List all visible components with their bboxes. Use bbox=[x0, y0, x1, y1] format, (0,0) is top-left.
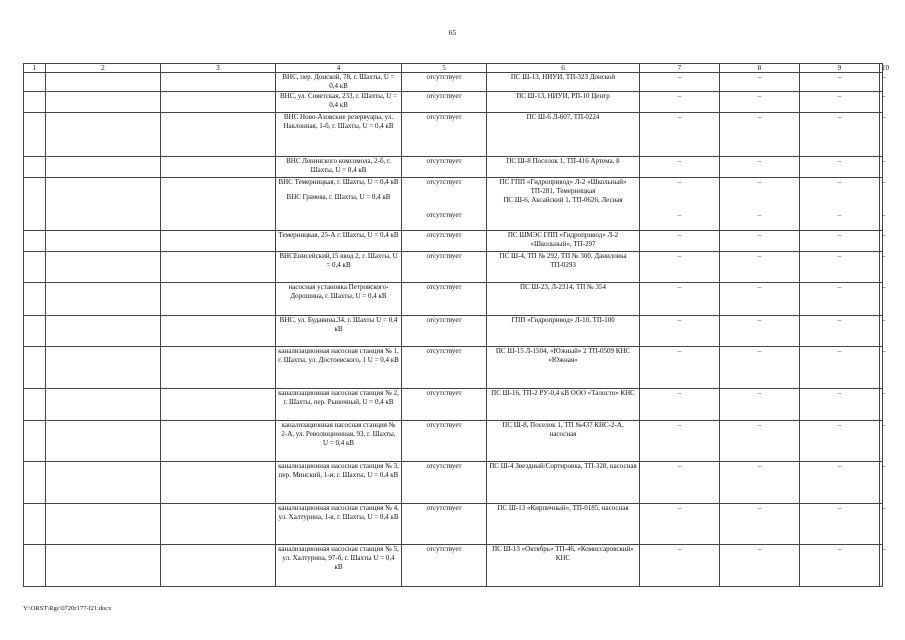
location-cell: насосная установка Петровского-Дорошина, г. Шахты, U = 0,4 кВ bbox=[276, 283, 402, 316]
empty-cell-2 bbox=[46, 157, 161, 178]
value-cell-8: – bbox=[720, 347, 800, 389]
location-cell bbox=[276, 178, 402, 231]
value-cell-10: – bbox=[880, 316, 883, 347]
substation-cell: ПС Ш-16, ТП-2 РУ-0,4 кВ ООО «Талосто» КНС bbox=[487, 389, 640, 421]
empty-cell-3 bbox=[161, 316, 276, 347]
empty-cell-1 bbox=[24, 178, 46, 231]
value-cell-7: – bbox=[640, 389, 720, 421]
location-cell: ВНС, пер. Донской, 78, г. Шахты, U = 0,4 кВ bbox=[276, 73, 402, 92]
empty-cell-2 bbox=[46, 389, 161, 421]
value-cell-8: – bbox=[720, 421, 800, 462]
status-cell bbox=[402, 178, 487, 231]
empty-cell-1 bbox=[24, 92, 46, 113]
status-cell: отсутствует bbox=[402, 73, 487, 92]
table-row bbox=[24, 252, 883, 283]
substation-cell: ПС Ш-4, ТП № 292, ТП № 300, Даниловка ТП-0293 bbox=[487, 252, 640, 283]
table-row bbox=[24, 73, 883, 92]
header-cell-6: 6 bbox=[487, 64, 640, 73]
location-cell: ВНС, ул. Будавина,34, г. Шахты U = 0,4 кВ bbox=[276, 316, 402, 347]
empty-cell-2 bbox=[46, 347, 161, 389]
empty-cell-1 bbox=[24, 545, 46, 587]
value-cell-8: – bbox=[720, 92, 800, 113]
substation-cell: ПС Ш-6 Л-607, ТП-0224 bbox=[487, 113, 640, 157]
status-cell: отсутствует bbox=[402, 113, 487, 157]
location-cell: канализационная насосная станция № 4, ул. Халтурина, 1-в, г. Шахты, U = 0,4 кВ bbox=[276, 504, 402, 545]
empty-cell-1 bbox=[24, 347, 46, 389]
value-cell-7: – bbox=[640, 113, 720, 157]
table-row bbox=[24, 283, 883, 316]
value-cell-10: – bbox=[880, 157, 883, 178]
footer-path: Y:\ORST\Rgc\0720r177-f21.docx bbox=[23, 605, 112, 612]
dash-mark: – bbox=[837, 211, 842, 219]
empty-cell-1 bbox=[24, 421, 46, 462]
status-cell: отсутствует bbox=[402, 157, 487, 178]
empty-cell-2 bbox=[46, 113, 161, 157]
location-cell: канализационная насосная станция № 2, г. Шахты, пер. Рыночный, U = 0,4 кВ bbox=[276, 389, 402, 421]
status-cell: отсутствует bbox=[402, 252, 487, 283]
empty-cell-1 bbox=[24, 113, 46, 157]
value-cell-8: – bbox=[720, 462, 800, 504]
location-cell: ВНС Ленинского комсомола, 2-б, г. Шахты, U = 0,4 кВ bbox=[276, 157, 402, 178]
substation-cell: ПС Ш-4 Звездный/Сортировка, ТП-328, насосная bbox=[487, 462, 640, 504]
value-cell-8: – bbox=[720, 231, 800, 252]
empty-cell-2 bbox=[46, 178, 161, 231]
value-cell-9: – bbox=[800, 421, 880, 462]
empty-cell-3 bbox=[161, 347, 276, 389]
empty-cell-3 bbox=[161, 231, 276, 252]
substation-cell: ПС Ш-8 Поселок 1, ТП-416 Артема, 8 bbox=[487, 157, 640, 178]
location-cell: ВНС Ново-Азовские резервуары, ул. Наклонная, 1-б, г. Шахты, U = 0,4 кВ bbox=[276, 113, 402, 157]
substation-cell: ГПП «Гидропривод» Л-10, ТП-100 bbox=[487, 316, 640, 347]
empty-cell-1 bbox=[24, 504, 46, 545]
table-row bbox=[24, 421, 883, 462]
value-cell-8: – bbox=[720, 73, 800, 92]
value-cell-9: – bbox=[800, 92, 880, 113]
empty-cell-1 bbox=[24, 252, 46, 283]
value-cell-7: – bbox=[640, 92, 720, 113]
value-cell-9: – bbox=[800, 73, 880, 92]
dash-mark: – bbox=[757, 178, 762, 186]
empty-cell-3 bbox=[161, 178, 276, 231]
dash-mark: – bbox=[837, 178, 842, 186]
substation-cell: ПС Ш-15 Л-1504, «Южный» 2 ТП-0509 КНС «Южная» bbox=[487, 347, 640, 389]
value-cell-10: – bbox=[880, 231, 883, 252]
empty-cell-2 bbox=[46, 545, 161, 587]
table-row bbox=[24, 462, 883, 504]
table-row bbox=[24, 316, 883, 347]
empty-cell-2 bbox=[46, 252, 161, 283]
dash-mark: – bbox=[677, 211, 682, 219]
location-cell: канализационная насосная станция № 2-А, ул. Революционная, 93, г. Шахты, U = 0,4 кВ bbox=[276, 421, 402, 462]
substation-text: ПС Ш-6, Аксайский 1, ТП-0626, Лесная bbox=[503, 196, 623, 204]
value-cell-7: – bbox=[640, 316, 720, 347]
header-cell-8: 8 bbox=[720, 64, 800, 73]
status-cell: отсутствует bbox=[402, 421, 487, 462]
table-row bbox=[24, 389, 883, 421]
status-cell: отсутствует bbox=[402, 389, 487, 421]
empty-cell-2 bbox=[46, 73, 161, 92]
value-cell-7: – bbox=[640, 73, 720, 92]
substation-text: ПС ГПП «Гидропривод» Л-2 «Школьный» ТП-281, Темерницкая bbox=[499, 178, 627, 195]
empty-cell-3 bbox=[161, 92, 276, 113]
value-cell-10: – bbox=[880, 252, 883, 283]
substation-cell: ПС Ш-13 «Кирпичный», ТП-0185, насосная bbox=[487, 504, 640, 545]
value-cell-9: – bbox=[800, 316, 880, 347]
value-cell-9: – bbox=[800, 231, 880, 252]
value-cell-9: – bbox=[800, 347, 880, 389]
header-cell-9: 9 bbox=[800, 64, 880, 73]
value-cell-8: – bbox=[720, 157, 800, 178]
empty-cell-1 bbox=[24, 462, 46, 504]
table-row bbox=[24, 504, 883, 545]
location-cell: Темерницкая, 25-А г. Шахты, U = 0,4 кВ bbox=[276, 231, 402, 252]
data-table bbox=[23, 63, 889, 587]
status-cell: отсутствует bbox=[402, 545, 487, 587]
value-cell-10: – bbox=[880, 389, 883, 421]
location-cell: канализационная насосная станция № 5, ул. Халтурина, 97-б, г. Шахты U = 0,4 кВ bbox=[276, 545, 402, 587]
substation-cell: ПС ШМЭС ГПП «Гидропривод» Л-2 «Школьный», ТП-297 bbox=[487, 231, 640, 252]
value-cell-9: – bbox=[800, 504, 880, 545]
empty-cell-1 bbox=[24, 283, 46, 316]
value-cell-10: – bbox=[880, 113, 883, 157]
empty-cell-3 bbox=[161, 113, 276, 157]
location-cell: ВНС, ул. Советская, 233, г. Шахты, U = 0,4 кВ bbox=[276, 92, 402, 113]
empty-cell-3 bbox=[161, 157, 276, 178]
value-cell-9: – bbox=[800, 462, 880, 504]
value-cell-7: – bbox=[640, 504, 720, 545]
value-cell-7: – bbox=[640, 462, 720, 504]
value-cell-7: – bbox=[640, 283, 720, 316]
status-text: отсутствует bbox=[426, 178, 462, 186]
location-cell: ВНСЕнисейский,15 ввод 2, г. Шахты, U = 0,4 кВ bbox=[276, 252, 402, 283]
table-row bbox=[24, 231, 883, 252]
value-cell-10: – bbox=[880, 347, 883, 389]
value-cell-9 bbox=[800, 178, 880, 231]
empty-cell-2 bbox=[46, 231, 161, 252]
value-cell-10: – bbox=[880, 421, 883, 462]
empty-cell-3 bbox=[161, 73, 276, 92]
value-cell-9: – bbox=[800, 157, 880, 178]
status-cell: отсутствует bbox=[402, 231, 487, 252]
substation-cell: ПС Ш-13 «Октябрь» ТП-46, «Комиссаровский» КНС bbox=[487, 545, 640, 587]
status-text: отсутствует bbox=[426, 211, 462, 219]
value-cell-8: – bbox=[720, 389, 800, 421]
table-row bbox=[24, 545, 883, 587]
empty-cell-2 bbox=[46, 462, 161, 504]
value-cell-10: – bbox=[880, 92, 883, 113]
header-row bbox=[24, 64, 883, 73]
table-row bbox=[24, 92, 883, 113]
value-cell-7: – bbox=[640, 421, 720, 462]
location-cell: канализационная насосная станция № 1, г. Шахты, ул. Достоевского, 1 U = 0,4 кВ bbox=[276, 347, 402, 389]
table-row bbox=[24, 113, 883, 157]
value-cell-7: – bbox=[640, 252, 720, 283]
value-cell-8: – bbox=[720, 316, 800, 347]
status-cell: отсутствует bbox=[402, 316, 487, 347]
header-cell-2: 2 bbox=[46, 64, 161, 73]
table-row bbox=[24, 178, 883, 231]
empty-cell-3 bbox=[161, 252, 276, 283]
header-cell-7: 7 bbox=[640, 64, 720, 73]
value-cell-9: – bbox=[800, 389, 880, 421]
substation-cell: ПС Ш-13, НИУИ, ТП-323 Донской bbox=[487, 73, 640, 92]
status-cell: отсутствует bbox=[402, 283, 487, 316]
status-cell: отсутствует bbox=[402, 347, 487, 389]
substation-cell bbox=[487, 178, 640, 231]
status-cell: отсутствует bbox=[402, 462, 487, 504]
header-cell-3: 3 bbox=[161, 64, 276, 73]
table-row bbox=[24, 157, 883, 178]
header-cell-10: 10 bbox=[880, 64, 883, 73]
empty-cell-3 bbox=[161, 462, 276, 504]
empty-cell-3 bbox=[161, 421, 276, 462]
empty-cell-2 bbox=[46, 283, 161, 316]
location-text: ВНС Темерницкая, г. Шахты, U = 0,4 кВ bbox=[278, 178, 399, 186]
value-cell-10: – – bbox=[880, 178, 883, 231]
status-cell: отсутствует bbox=[402, 92, 487, 113]
header-cell-4: 4 bbox=[276, 64, 402, 73]
value-cell-9: – bbox=[800, 252, 880, 283]
value-cell-8: – bbox=[720, 504, 800, 545]
value-cell-10: – bbox=[880, 73, 883, 92]
empty-cell-3 bbox=[161, 504, 276, 545]
value-cell-8: – bbox=[720, 283, 800, 316]
value-cell-7: – bbox=[640, 347, 720, 389]
value-cell-7: – bbox=[640, 231, 720, 252]
value-cell-7: – bbox=[640, 157, 720, 178]
table-row bbox=[24, 347, 883, 389]
value-cell-8 bbox=[720, 178, 800, 231]
empty-cell-1 bbox=[24, 73, 46, 92]
empty-cell-3 bbox=[161, 545, 276, 587]
empty-cell-2 bbox=[46, 504, 161, 545]
empty-cell-1 bbox=[24, 389, 46, 421]
value-cell-7: – bbox=[640, 545, 720, 587]
value-cell-9: – bbox=[800, 113, 880, 157]
page-number: 65 bbox=[448, 28, 457, 37]
value-cell-8: – bbox=[720, 545, 800, 587]
dash-mark: – bbox=[677, 178, 682, 186]
substation-cell: ПС Ш-13, НИУИ, РП-10 Центр bbox=[487, 92, 640, 113]
location-cell: канализационная насосная станция № 3, пер. Минский, 1-и, г. Шахты, U = 0,4 кВ bbox=[276, 462, 402, 504]
value-cell-10: – bbox=[880, 504, 883, 545]
empty-cell-1 bbox=[24, 231, 46, 252]
value-cell-10: – bbox=[880, 545, 883, 587]
value-cell-10: – bbox=[880, 462, 883, 504]
header-cell-1: 1 bbox=[24, 64, 46, 73]
value-cell-7 bbox=[640, 178, 720, 231]
empty-cell-2 bbox=[46, 92, 161, 113]
empty-cell-1 bbox=[24, 157, 46, 178]
substation-cell: ПС Ш-8, Поселок 1, ТП №437 КНС-2-А, насосная bbox=[487, 421, 640, 462]
value-cell-9: – bbox=[800, 283, 880, 316]
value-cell-8: – bbox=[720, 113, 800, 157]
value-cell-8: – bbox=[720, 252, 800, 283]
header-cell-5: 5 bbox=[402, 64, 487, 73]
substation-cell: ПС Ш-23, Л-2314, ТП № 354 bbox=[487, 283, 640, 316]
value-cell-10: – bbox=[880, 283, 883, 316]
empty-cell-2 bbox=[46, 316, 161, 347]
status-cell: отсутствует bbox=[402, 504, 487, 545]
value-cell-9: – bbox=[800, 545, 880, 587]
empty-cell-3 bbox=[161, 389, 276, 421]
empty-cell-3 bbox=[161, 283, 276, 316]
empty-cell-1 bbox=[24, 316, 46, 347]
empty-cell-2 bbox=[46, 421, 161, 462]
dash-mark: – bbox=[757, 211, 762, 219]
location-text: ВНС Грачева, г. Шахты, U = 0,4 кВ bbox=[286, 193, 391, 201]
